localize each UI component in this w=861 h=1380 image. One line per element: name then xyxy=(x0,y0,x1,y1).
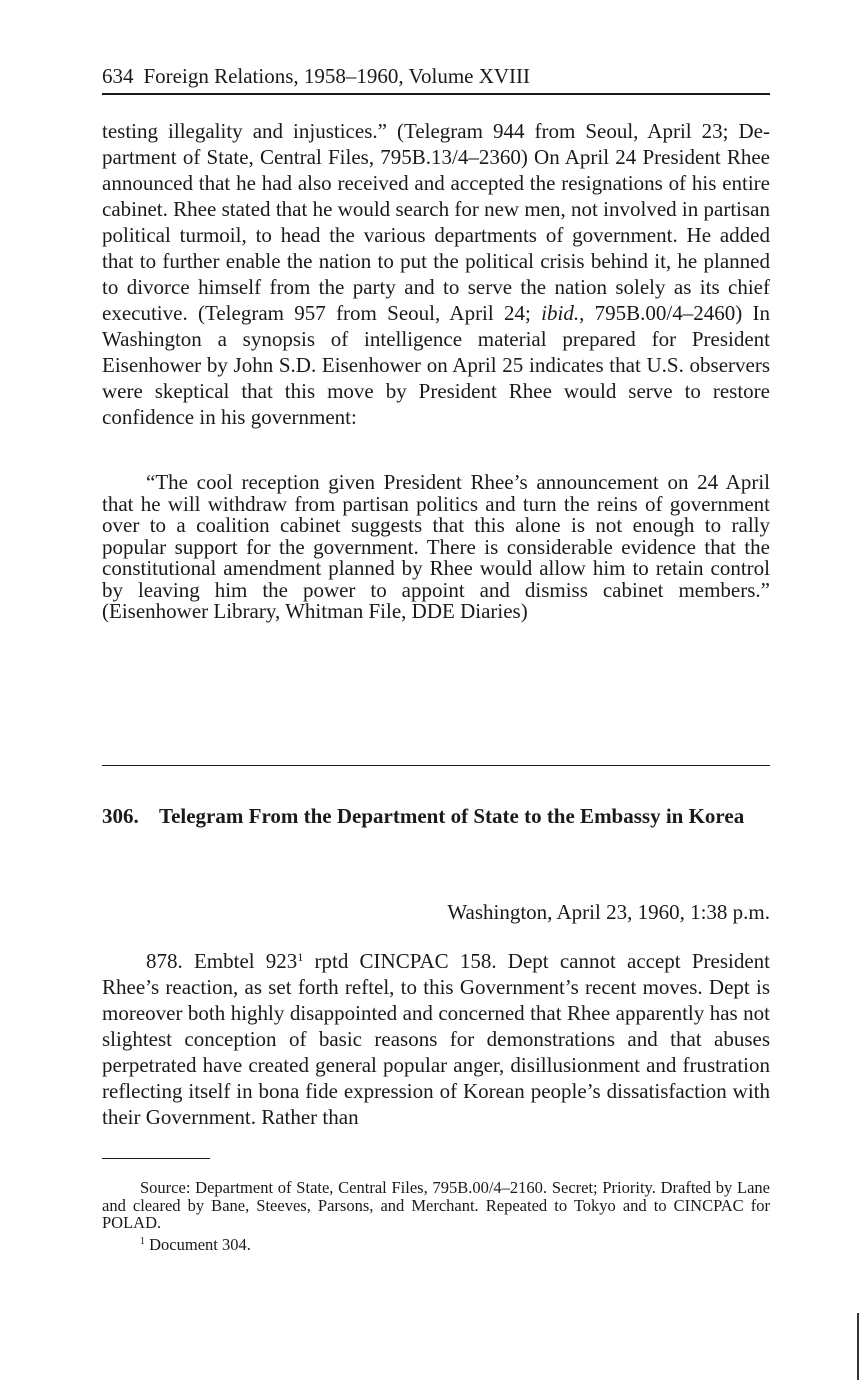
intro-text-2: , 795B.00/4–2460) In Washington a synopsis of intelligence material prepared for President Eisenhower by John S.D. Eisenhower on April 25 indicates that U.S. observers were skeptical that this move by President Rhee would serve to restore confidence in his government: xyxy=(102,301,770,429)
telegram-body xyxy=(102,948,770,1130)
footnote-1 xyxy=(102,1236,770,1254)
section-divider xyxy=(102,765,770,766)
footnote-1-text: Document 304. xyxy=(145,1234,251,1254)
document-heading xyxy=(102,803,770,829)
footnote-1-marker: 1 xyxy=(140,1235,145,1247)
dateline: Washington, April 23, 1960, 1:38 p.m. xyxy=(447,900,770,924)
ibid-italic: ibid. xyxy=(541,301,580,325)
document-title: Telegram From the Department of State to the Embassy in Korea xyxy=(159,804,745,828)
source-note: Source: Department of State, Central Files, 795B.00/4–2160. Secret; Priority. Drafted by Lane and cleared by Bane, Steeves, Parsons, and Merchant. Repeated to Tokyo and to CINCPAC for POLAD. xyxy=(102,1178,770,1232)
page-edge-mark xyxy=(857,1313,859,1380)
document-number: 306. xyxy=(102,804,139,828)
header-rule xyxy=(102,93,770,95)
telegram-body-rest: rptd CINCPAC 158. Dept cannot accept President Rhee’s reaction, as set forth reftel, to this Government’s recent moves. Dept is moreover both highly disappointed and concerned that Rhee apparently has not slightest conception of basic reasons for demonstrations and that abuses perpetrated have created general popular anger, disillusionment and frustration reflecting itself in bona fide expression of Korean people’s dissatisfaction with their Government. Rather than xyxy=(102,949,770,1129)
footnote-rule xyxy=(102,1158,210,1159)
footnote-reference[interactable]: 1 xyxy=(297,950,304,964)
footnotes xyxy=(102,1179,770,1253)
block-quote: “The cool reception given President Rhee’s announcement on 24 April that he will withdraw from partisan politics and turn the reins of government over to a coalition cabinet suggests that this alone is not enough to rally popular support for the government. There is considerable evidence that the constitutional amendment planned by Rhee would allow him to retain control by leaving him the power to appoint and dismiss cabinet members.” (Eisenhower Library, Whitman File, DDE Diaries) xyxy=(102,470,770,623)
running-title: Foreign Relations, 1958–1960, Volume XVIII xyxy=(143,64,531,88)
intro-paragraph xyxy=(102,118,770,430)
page-number: 634 xyxy=(102,64,134,88)
intro-text-1: testing illegality and injustices.” (Telegram 944 from Seoul, April 23; Department of State, Central Files, 795B.13/4–2360) On April 24 President Rhee announced that he had also received and accepted the resignations of his entire cabinet. Rhee stated that he would search for new men, not involved in partisan political turmoil, to head the various departments of government. He added that to further enable the nation to put the political crisis behind it, he planned to divorce himself from the party and to serve the nation solely as its chief executive. (Telegram 957 from Seoul, April 24; xyxy=(102,119,770,325)
telegram-body-start: 878. Embtel 923 xyxy=(146,949,298,973)
running-head xyxy=(102,62,770,90)
